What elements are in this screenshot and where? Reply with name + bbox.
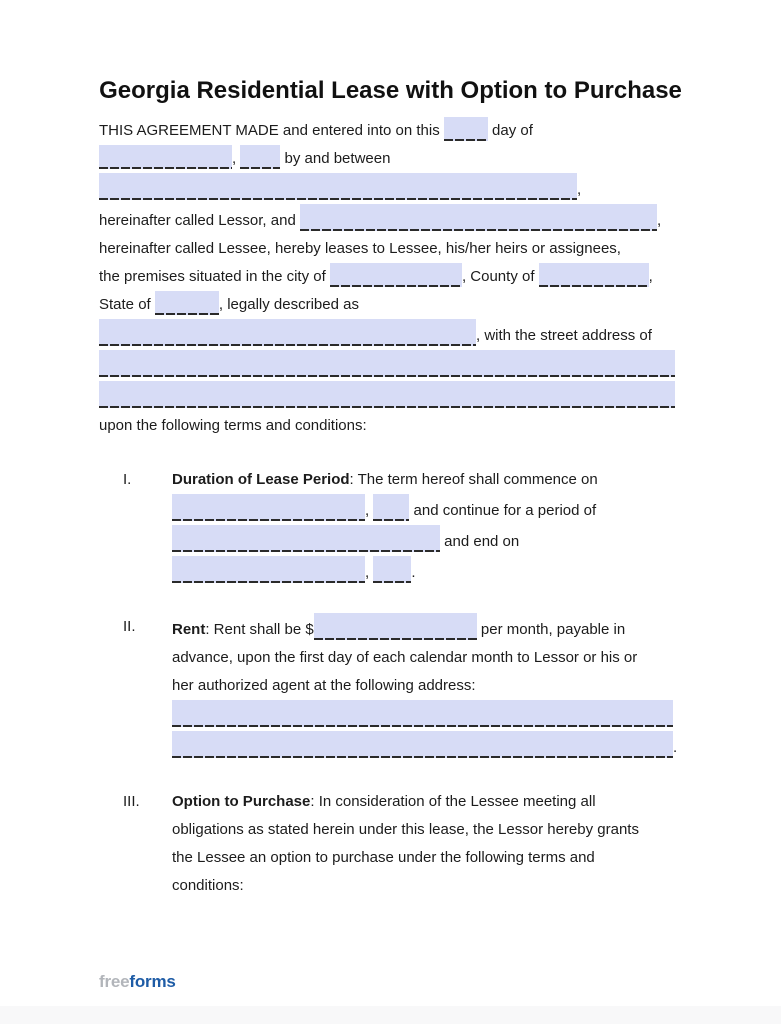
form-line [172, 613, 682, 644]
form-line [172, 494, 682, 525]
text-run: , [648, 268, 653, 285]
text-run: . [673, 739, 678, 756]
form-blank-field[interactable] [172, 525, 440, 552]
text-run: hereinafter called Lessee, hereby leases to Lessee, his/her heirs or assignees, [99, 240, 621, 257]
form-line [99, 145, 682, 173]
form-line [172, 525, 682, 556]
section-ii [99, 613, 682, 762]
form-blank-field[interactable] [240, 145, 280, 169]
form-blank-field[interactable] [373, 556, 411, 583]
text-run: , [365, 564, 374, 581]
form-line [99, 350, 682, 381]
form-blank-field[interactable] [99, 145, 232, 169]
form-line [99, 204, 682, 235]
text-run: , [232, 150, 241, 167]
text-run: and end on [440, 533, 520, 550]
text-run: : Rent shall be $ [205, 621, 314, 638]
form-blank-field[interactable] [99, 173, 577, 200]
form-blank-field[interactable] [172, 700, 673, 727]
section-numeral: III. [123, 793, 140, 810]
form-line [99, 235, 682, 263]
text-run: , legally described as [218, 296, 359, 313]
form-line [172, 672, 682, 700]
section-body [172, 613, 682, 762]
text-run: State of [99, 296, 155, 313]
form-line [172, 556, 682, 587]
form-line [172, 788, 682, 816]
logo-text-forms: forms [129, 972, 176, 991]
form-line [99, 412, 682, 440]
form-blank-field[interactable] [172, 556, 365, 583]
text-run: by and between [280, 150, 391, 167]
section-numeral: II. [123, 618, 136, 635]
form-line [172, 816, 682, 844]
section-body [172, 788, 682, 900]
bold-text-run: Rent [172, 621, 206, 638]
form-blank-field[interactable] [99, 350, 675, 377]
form-blank-field[interactable] [330, 263, 462, 287]
form-line [99, 291, 682, 319]
form-blank-field[interactable] [99, 381, 675, 408]
form-line [172, 644, 682, 672]
text-run: , County of [461, 268, 539, 285]
page-bottom-band [0, 1006, 781, 1024]
text-run: hereinafter called Lessor, and [99, 212, 300, 229]
text-run: : The term hereof shall commence on [349, 471, 598, 488]
form-blank-field[interactable] [155, 291, 219, 315]
text-run: advance, upon the first day of each calendar month to Lessor or his or [172, 649, 638, 666]
intro-paragraph [99, 117, 682, 440]
text-run: THIS AGREEMENT MADE and entered into on this [99, 122, 444, 139]
text-run: the premises situated in the city of [99, 268, 330, 285]
text-run: conditions: [172, 877, 244, 894]
form-blank-field[interactable] [314, 613, 477, 640]
text-run: the Lessee an option to purchase under the following terms and [172, 849, 595, 866]
form-line [99, 381, 682, 412]
form-blank-field[interactable] [172, 494, 365, 521]
form-line [99, 173, 682, 204]
text-run: , [365, 502, 374, 519]
logo-text-free: free [99, 972, 130, 991]
form-blank-field[interactable] [172, 731, 673, 758]
text-run: : In consideration of the Lessee meeting all [310, 793, 596, 810]
sections-container [99, 466, 682, 900]
section-iii [99, 788, 682, 900]
section-numeral: I. [123, 471, 132, 488]
form-line [172, 872, 682, 900]
bold-text-run: Duration of Lease Period [172, 471, 350, 488]
form-line [172, 844, 682, 872]
form-blank-field[interactable] [444, 117, 488, 141]
text-run: her authorized agent at the following address: [172, 677, 476, 694]
text-run: , [577, 181, 582, 198]
form-blank-field[interactable] [373, 494, 409, 521]
form-line [172, 731, 682, 762]
form-line [172, 466, 682, 494]
section-body [172, 466, 682, 587]
form-line [172, 700, 682, 731]
form-line [99, 263, 682, 291]
text-run: day of [487, 122, 533, 139]
form-line [99, 117, 682, 145]
form-blank-field[interactable] [539, 263, 649, 287]
document-title: Georgia Residential Lease with Option to Purchase [99, 77, 682, 104]
form-blank-field[interactable] [99, 319, 476, 346]
freeforms-logo[interactable] [99, 973, 176, 991]
bold-text-run: Option to Purchase [172, 793, 311, 810]
text-run: . [411, 564, 416, 581]
text-run: , with the street address of [476, 327, 652, 344]
text-run: upon the following terms and conditions: [99, 417, 367, 434]
text-run: and continue for a period of [409, 502, 597, 519]
form-blank-field[interactable] [300, 204, 657, 231]
text-run: , [656, 212, 662, 229]
text-run: per month, payable in [476, 621, 626, 638]
section-i [99, 466, 682, 587]
form-line [99, 319, 682, 350]
text-run: obligations as stated herein under this lease, the Lessor hereby grants [172, 821, 639, 838]
